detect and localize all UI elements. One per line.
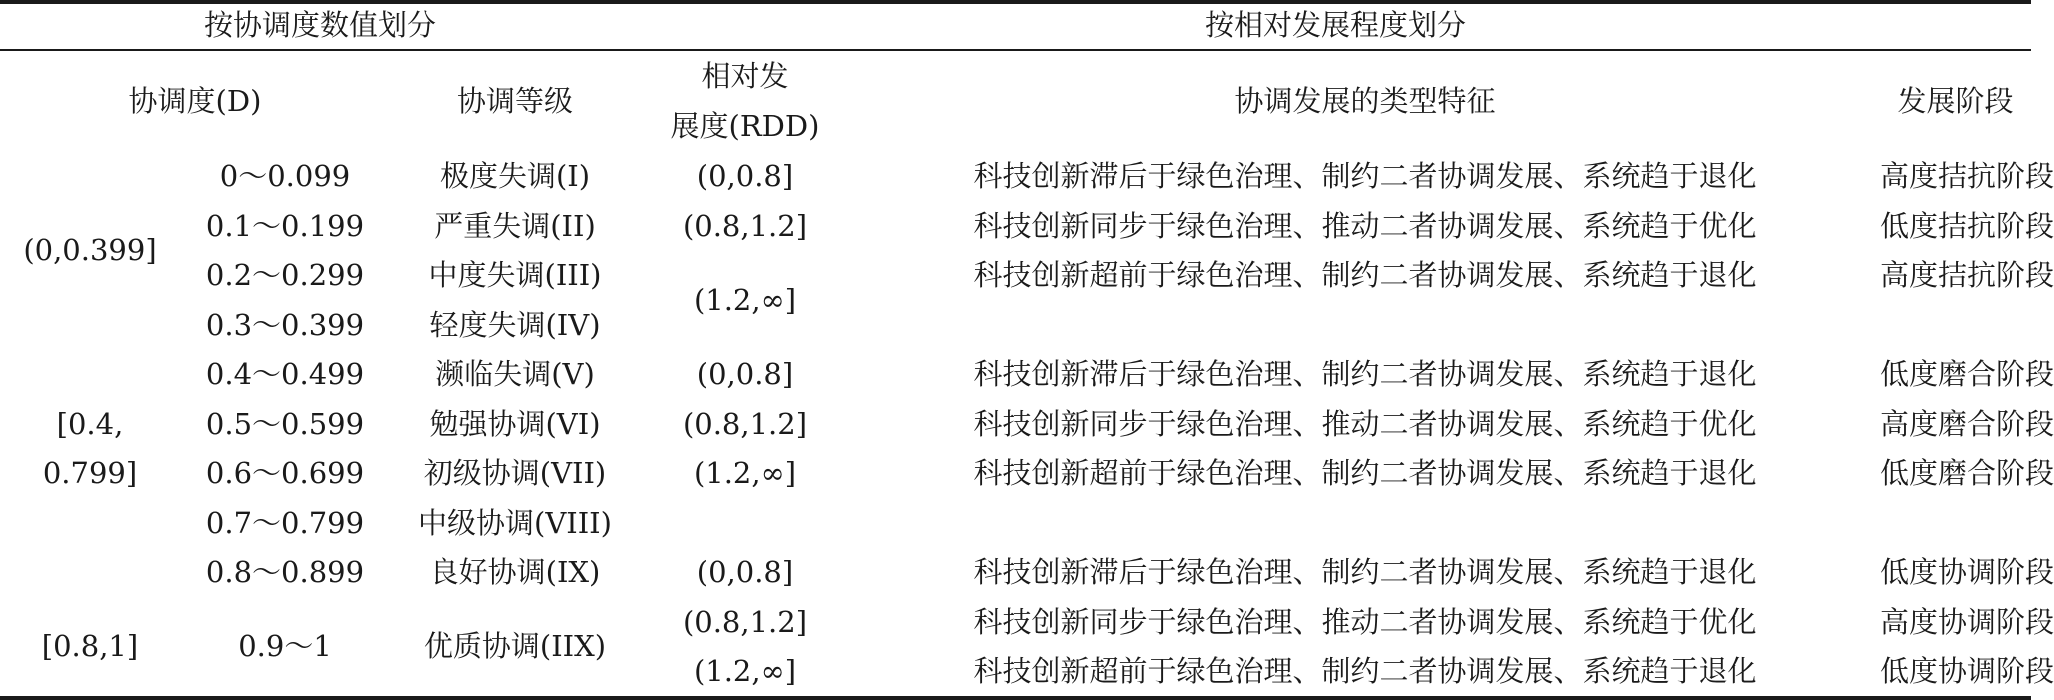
stage-label: 高度协调阶段	[1880, 605, 2054, 639]
level-grade: 轻度失调(IV)	[429, 308, 601, 342]
level-grade: 良好协调(IX)	[429, 555, 601, 589]
level-grade: 勉强协调(VI)	[429, 407, 601, 441]
stage-label: 高度拮抗阶段	[1880, 258, 2054, 292]
rdd-value: (0.8,1.2]	[682, 209, 808, 243]
level-range: 0～0.099	[219, 159, 351, 193]
stage-label: 高度磨合阶段	[1880, 407, 2054, 441]
stage-label: 低度协调阶段	[1880, 555, 2054, 589]
level-range: 0.2～0.299	[205, 258, 365, 292]
level-grade: 濒临失调(V)	[435, 357, 595, 391]
level-range: 0.3～0.399	[205, 308, 365, 342]
type-feature: 科技创新滞后于绿色治理、制约二者协调发展、系统趋于退化	[973, 159, 1757, 193]
col-header-d: 协调度(D)	[128, 84, 262, 118]
type-feature: 科技创新超前于绿色治理、制约二者协调发展、系统趋于退化	[973, 456, 1757, 490]
level-grade: 初级协调(VII)	[423, 456, 607, 490]
rdd-value: (0,0.8]	[696, 159, 794, 193]
level-grade: 严重失调(II)	[434, 209, 596, 243]
level-range: 0.5～0.599	[205, 407, 365, 441]
d-group-2-line1: [0.4,	[56, 407, 124, 441]
rdd-value: (0.8,1.2]	[682, 407, 808, 441]
rdd-value: (1.2,∞]	[693, 654, 797, 688]
stage-label: 低度磨合阶段	[1880, 456, 2054, 490]
rdd-value: (0,0.8]	[696, 555, 794, 589]
type-feature: 科技创新滞后于绿色治理、制约二者协调发展、系统趋于退化	[973, 357, 1757, 391]
stage-label: 低度协调阶段	[1880, 654, 2054, 688]
type-feature: 科技创新超前于绿色治理、制约二者协调发展、系统趋于退化	[973, 258, 1757, 292]
rdd-value: (0,0.8]	[696, 357, 794, 391]
col-header-rdd-2: 展度(RDD)	[670, 109, 820, 143]
bottom-rule	[0, 696, 2031, 700]
col-header-rdd-1: 相对发	[701, 59, 789, 93]
level-range: 0.9～1	[238, 629, 332, 663]
rdd-value: (1.2,∞]	[693, 283, 797, 317]
level-range: 0.8～0.899	[205, 555, 365, 589]
level-range: 0.7～0.799	[205, 506, 365, 540]
col-header-level-label: 协调等级	[456, 84, 573, 118]
level-range: 0.6～0.699	[205, 456, 365, 490]
d-group-2-line2: 0.799]	[42, 456, 138, 490]
type-feature: 科技创新同步于绿色治理、推动二者协调发展、系统趋于优化	[973, 209, 1757, 243]
level-grade: 优质协调(IIX)	[423, 629, 607, 663]
d-group-3: [0.8,1]	[41, 629, 139, 663]
level-grade: 中度失调(III)	[428, 258, 602, 292]
type-feature: 科技创新同步于绿色治理、推动二者协调发展、系统趋于优化	[973, 407, 1757, 441]
d-group-1: (0,0.399]	[23, 233, 157, 267]
rdd-value: (0.8,1.2]	[682, 605, 808, 639]
level-grade: 中级协调(VIII)	[418, 506, 612, 540]
col-header-stage: 发展阶段	[1897, 84, 2014, 118]
col-header-type: 协调发展的类型特征	[1234, 84, 1496, 118]
type-feature: 科技创新滞后于绿色治理、制约二者协调发展、系统趋于退化	[973, 555, 1757, 589]
header-left-group: 按协调度数值划分	[203, 8, 436, 42]
stage-label: 低度拮抗阶段	[1880, 209, 2054, 243]
header-right-group: 按相对发展程度划分	[1204, 8, 1466, 42]
level-range: 0.1～0.199	[205, 209, 365, 243]
type-feature: 科技创新同步于绿色治理、推动二者协调发展、系统趋于优化	[973, 605, 1757, 639]
stage-label: 低度磨合阶段	[1880, 357, 2054, 391]
level-range: 0.4～0.499	[205, 357, 365, 391]
type-feature: 科技创新超前于绿色治理、制约二者协调发展、系统趋于退化	[973, 654, 1757, 688]
rdd-value: (1.2,∞]	[693, 456, 797, 490]
level-grade: 极度失调(I)	[439, 159, 591, 193]
stage-label: 高度拮抗阶段	[1880, 159, 2054, 193]
